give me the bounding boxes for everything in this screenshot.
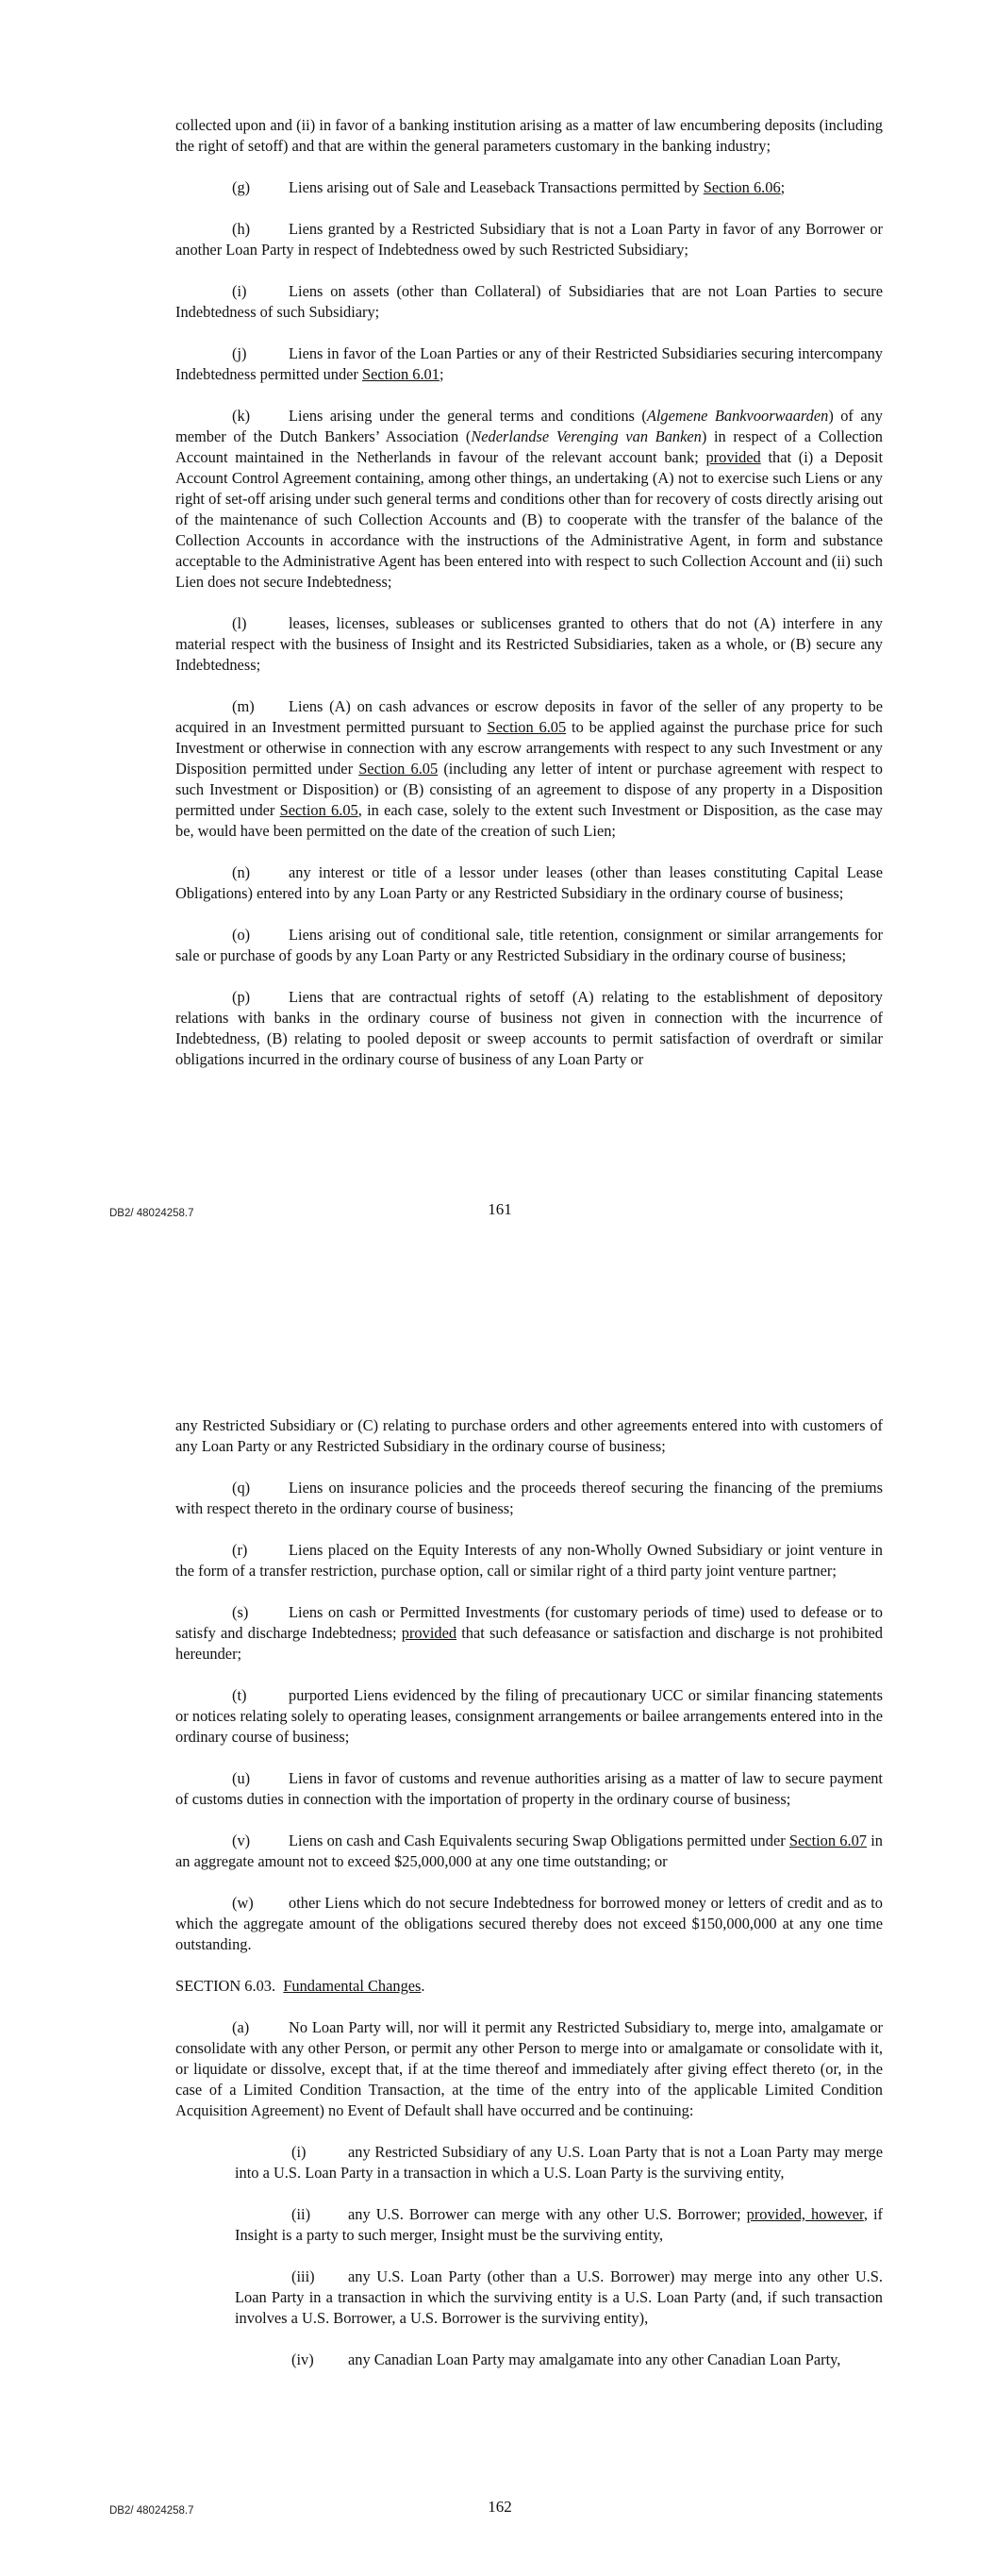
clause-w — [175, 1893, 883, 1955]
clause-label: (p) — [232, 988, 251, 1006]
clause-label: (iv) — [291, 2350, 314, 2368]
clause-text: Liens on cash and Cash Equivalents securing Swap Obligations permitted under — [289, 1832, 789, 1849]
clause-italic-term: Nederlandse Verenging van Banken — [471, 427, 702, 445]
clause-label: (n) — [232, 863, 251, 881]
clause-text: Liens arising out of Sale and Leaseback Transactions permitted by — [289, 178, 704, 196]
clause-label: (g) — [232, 178, 251, 196]
clause-n — [175, 862, 883, 904]
clause-label: (i) — [291, 2143, 307, 2161]
page-162-body — [175, 1415, 883, 2391]
clause-text: any U.S. Borrower can merge with any other U.S. Borrower; — [348, 2205, 747, 2223]
clause-text: Liens on insurance policies and the proceeds thereof securing the financing of the premiums with respect thereto in the ordinary course of business; — [175, 1479, 883, 1517]
clause-m — [175, 696, 883, 842]
clause-text: No Loan Party will, nor will it permit any Restricted Subsidiary to, merge into, amalgamate or consolidate with any other Person, or permit any other Person to merge into or amalgamate or consolidate with it, or liquidate or dissolve, except that, if at the time thereof and immediately after giving effect thereto (or, in the case of a Limited Condition Transaction, at the time of the entry into of the applicable Limited Condition Acquisition Agreement) no Event of Default shall have occurred and be continuing: — [175, 2018, 883, 2119]
clause-text: (including any letter of intent or purchase agreement with respect to such Investment or Disposition) or (B) consisting of an agreement to dispose of any property in a Disposition permitted under — [175, 760, 883, 819]
clause-italic-term: Algemene Bankvoorwaarden — [646, 407, 829, 425]
clause-text-end: ; — [780, 178, 786, 196]
clause-text: any interest or title of a lessor under leases (other than leases constituting Capital Lease Obligations) entered into by any Loan Party or any Restricted Subsidiary in the ordinary course of business; — [175, 863, 883, 902]
clause-text: , in each case, solely to the extent such Investment or Disposition, as the case may be, would have been permitted on the date of the creation of such Lien; — [175, 801, 883, 840]
subclause-iv — [235, 2350, 883, 2370]
clause-text: Liens on cash or Permitted Investments (for customary periods of time) used to defease or to satisfy and discharge Indebtedness; — [175, 1603, 883, 1642]
clause-text: Liens arising under the general terms and conditions ( — [289, 407, 647, 425]
clause-v — [175, 1831, 883, 1872]
section-reference: Section 6.05 — [358, 760, 439, 778]
clause-label: (v) — [232, 1832, 251, 1849]
clause-a — [175, 2017, 883, 2121]
clause-text: Liens that are contractual rights of setoff (A) relating to the establishment of depository relations with banks in the ordinary course of business not given in connection with the incurrence of Indebtedness, (B) relating to pooled deposit or sweep accounts to permit satisfaction of overdraft or similar obligations incurred in the ordinary course of business of any Loan Party or — [175, 988, 883, 1068]
clause-label: (r) — [232, 1541, 248, 1559]
section-reference: Section 6.05 — [279, 801, 358, 819]
clause-text: to be applied against the purchase price for such Investment or otherwise in connection with any escrow arrangements with respect to any such Investment or any Disposition permitted under — [175, 718, 883, 778]
clause-label: (s) — [232, 1603, 249, 1621]
clause-text: Liens placed on the Equity Interests of any non-Wholly Owned Subsidiary or joint venture in the form of a transfer restriction, purchase option, call or similar right of a third party joint venture partner; — [175, 1541, 883, 1580]
clause-label: (ii) — [291, 2205, 311, 2223]
clause-label: (o) — [232, 926, 251, 944]
clause-text: , if Insight is a party to such merger, Insight must be the surviving entity, — [235, 2205, 883, 2244]
clause-label: (h) — [232, 220, 251, 238]
clause-s — [175, 1602, 883, 1664]
section-title: Fundamental Changes — [283, 1977, 422, 1995]
clause-text: leases, licenses, subleases or sublicenses granted to others that do not (A) interfere in any material respect with the business of Insight and its Restricted Subsidiaries, taken as a whole, or (B) secure any Indebtedness; — [175, 614, 883, 674]
clause-r — [175, 1540, 883, 1581]
section-title-end: . — [421, 1977, 425, 1995]
clause-label: (w) — [232, 1894, 254, 1912]
clause-text: purported Liens evidenced by the filing of precautionary UCC or similar financing statements or notices relating solely to operating leases, consignment arrangements or bailee arrangements entered into in the ordinary course of business; — [175, 1686, 883, 1746]
clause-label: (u) — [232, 1769, 251, 1787]
section-reference: Section 6.05 — [487, 718, 567, 736]
section-reference: Section 6.01 — [362, 365, 439, 383]
document-id: DB2/ 48024258.7 — [109, 2505, 194, 2517]
clause-label: (a) — [232, 2018, 250, 2036]
clause-text: ) of any member of the Dutch Bankers’ Association ( — [175, 407, 883, 445]
section-number: SECTION 6.03. — [175, 1977, 276, 1995]
clause-text: Liens on assets (other than Collateral) of Subsidiaries that are not Loan Parties to secure Indebtedness of such Subsidiary; — [175, 282, 883, 321]
clause-label: (k) — [232, 407, 251, 425]
subclause-i — [235, 2142, 883, 2183]
clause-g — [175, 177, 883, 198]
clause-j — [175, 343, 883, 385]
page-number: 162 — [488, 2498, 512, 2516]
clause-label: (m) — [232, 697, 255, 715]
clause-t — [175, 1685, 883, 1748]
page-161-body — [175, 115, 883, 1091]
clause-l — [175, 613, 883, 676]
proviso-term: provided — [705, 448, 761, 466]
clause-label: (i) — [232, 282, 247, 300]
subclause-ii — [235, 2204, 883, 2246]
clause-u — [175, 1768, 883, 1810]
clause-text: that such defeasance or satisfaction and discharge is not prohibited hereunder; — [175, 1624, 883, 1663]
clause-o — [175, 925, 883, 966]
clause-label: (j) — [232, 344, 247, 362]
clause-text: any U.S. Loan Party (other than a U.S. Borrower) may merge into any other U.S. Loan Party in a transaction in which the surviving entity is a U.S. Loan Party (and, if such transaction involves a U.S. Borrower, a U.S. Borrower is the surviving entity), — [235, 2267, 883, 2327]
clause-i — [175, 281, 883, 323]
clause-text: that (i) a Deposit Account Control Agreement containing, among other things, an undertaking (A) not to exercise such Liens or any right of set-off arising under such general terms and conditions other than for recovery of costs directly arising out of the maintenance of such Collection Accounts and (B) to cooperate with the transfer of the balance of the Collection Accounts in accordance with the instructions of the Administrative Agent, in form and substance acceptable to the Administrative Agent has been entered into with respect to such Collection Account and (ii) such Lien does not secure Indebtedness; — [175, 448, 883, 591]
clause-text: in an aggregate amount not to exceed $25,000,000 at any one time outstanding; or — [175, 1832, 883, 1870]
clause-text: Liens (A) on cash advances or escrow deposits in favor of the seller of any property to be acquired in an Investment permitted pursuant to — [175, 697, 883, 736]
clause-k — [175, 406, 883, 593]
clause-text: Liens arising out of conditional sale, title retention, consignment or similar arrangements for sale or purchase of goods by any Loan Party or any Restricted Subsidiary in the ordinary course of business; — [175, 926, 883, 964]
clause-text: any Restricted Subsidiary of any U.S. Loan Party that is not a Loan Party may merge into a U.S. Loan Party in a transaction in which a U.S. Loan Party is the surviving entity, — [235, 2143, 883, 2182]
clause-text: Liens in favor of customs and revenue authorities arising as a matter of law to secure payment of customs duties in connection with the importation of property in the ordinary course of business; — [175, 1769, 883, 1808]
clause-text-end: ; — [439, 365, 444, 383]
proviso-term: provided — [401, 1624, 457, 1642]
clause-label: (q) — [232, 1479, 251, 1497]
clause-text: other Liens which do not secure Indebtedness for borrowed money or letters of credit and as to which the aggregate amount of the obligations secured thereby does not exceed $150,000,000 at any one time outstanding. — [175, 1894, 883, 1953]
paragraph-continuation: any Restricted Subsidiary or (C) relating to purchase orders and other agreements entered into with customers of any Loan Party or any Restricted Subsidiary in the ordinary course of business; — [175, 1416, 883, 1455]
clause-text: any Canadian Loan Party may amalgamate into any other Canadian Loan Party, — [348, 2350, 841, 2368]
proviso-term: provided, however — [746, 2205, 864, 2223]
subclause-iii — [235, 2267, 883, 2329]
clause-label: (l) — [232, 614, 247, 632]
page-number: 161 — [488, 1200, 512, 1218]
section-reference: Section 6.07 — [788, 1832, 867, 1849]
clause-p — [175, 987, 883, 1070]
paragraph-continuation: collected upon and (ii) in favor of a banking institution arising as a matter of law encumbering deposits (including the right of setoff) and that are within the general parameters customary in the banking industry; — [175, 116, 883, 155]
clause-label: (t) — [232, 1686, 247, 1704]
clause-text: Liens in favor of the Loan Parties or any of their Restricted Subsidiaries securing intercompany Indebtedness permitted under — [175, 344, 883, 383]
clause-label: (iii) — [291, 2267, 315, 2285]
page-162 — [0, 1288, 995, 2576]
section-reference: Section 6.06 — [703, 178, 781, 196]
clause-text: ) in respect of a Collection Account maintained in the Netherlands in favour of the relevant account bank; — [175, 427, 883, 466]
clause-h — [175, 219, 883, 260]
clause-q — [175, 1478, 883, 1519]
clause-text: Liens granted by a Restricted Subsidiary that is not a Loan Party in favor of any Borrower or another Loan Party in respect of Indebtedness owed by such Restricted Subsidiary; — [175, 220, 883, 259]
section-heading — [175, 1976, 883, 1997]
document-id: DB2/ 48024258.7 — [109, 1208, 194, 1219]
